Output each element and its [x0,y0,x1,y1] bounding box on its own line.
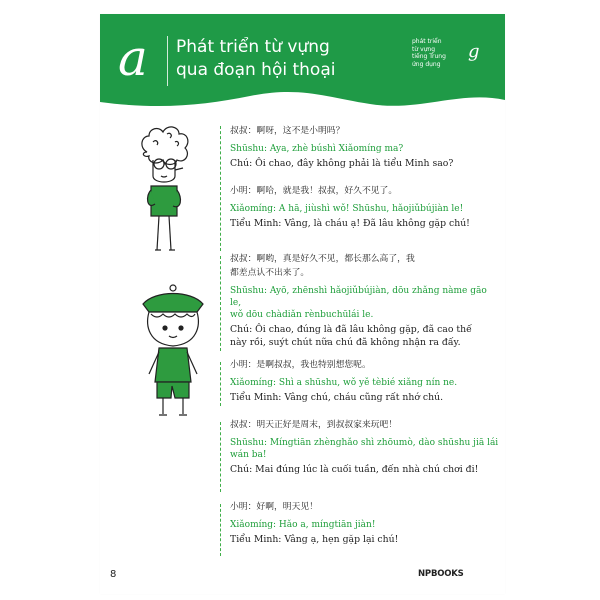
dialogue-block [230,184,500,231]
vietnamese-line [230,324,500,349]
dialogue-divider [220,504,221,556]
vietnamese-line-part: này rồi, suýt chút nữa chú đã không nhận ra đấy. [230,336,461,348]
book-page [100,14,505,594]
chinese-line [230,252,500,280]
chapter-title-line-2: qua đoạn hội thoại [176,60,336,80]
pinyin-line: Xiǎomíng: Hǎo a, míngtiān jiàn! [230,520,376,530]
dialogue-divider [220,362,221,406]
dialogue-block [230,500,500,547]
dialogue-block [230,358,500,405]
publisher-logo: NPBOOKS [418,569,464,579]
vietnamese-line: Tiểu Minh: Vâng chú, cháu cũng rất nhớ chú. [230,392,444,403]
chinese-line: 小明：好啊，明天见！ [230,502,318,512]
pinyin-line [230,437,500,461]
vietnamese-line-part: Chú: Ôi chao, đúng là đã lâu không gặp, đã cao thế [230,324,472,335]
chapter-header [100,14,505,118]
dialogue-divider [220,126,221,251]
header-divider [167,36,168,86]
chinese-line-part: 都差点认不出来了。 [230,268,310,278]
pinyin-line: Xiǎomíng: A hā, jiùshì wǒ! Shūshu, hǎojiǔbújiàn le! [230,204,464,214]
series-badge [410,36,482,80]
chapter-letter: a [118,29,148,87]
page-number: 8 [110,569,117,580]
pinyin-line-part: Shūshu: Ayō, zhēnshì hǎojiǔbújiàn, dōu zhǎng nàme gāo le, [230,286,487,308]
dialogue-block [230,252,500,349]
pinyin-line-part: Shūshu: Míngtiān zhènghǎo shì zhōumò, dào shūshu jiā lái [230,438,499,448]
dialogue-divider [220,422,221,492]
vietnamese-line: Tiểu Minh: Vâng ạ, hẹn gặp lại chú! [230,534,399,545]
pinyin-line-part: wǒ dōu chàdiǎn rènbuchūlái le. [230,310,374,320]
vietnamese-line: Chú: Mai đúng lúc là cuối tuần, đến nhà chú chơi đi! [230,464,479,475]
badge-line-3: tiếng Trung [412,53,446,60]
chinese-line: 小明：是啊叔叔，我也特别想您呢。 [230,360,371,370]
badge-letter: g [468,41,480,62]
dialogue-divider [220,256,221,351]
vietnamese-line: Chú: Ôi chao, đây không phải là tiểu Minh sao? [230,158,454,169]
dialogue-block [230,124,500,171]
pinyin-line: Shūshu: Aya, zhè búshì Xiǎomíng ma? [230,144,404,154]
pinyin-line-part: wán ba! [230,450,267,460]
vietnamese-line: Tiểu Minh: Vâng, là cháu ạ! Đã lâu không gặp chú! [230,218,470,229]
uncle-illustration [135,124,195,264]
pinyin-line: Xiǎomíng: Shì a shūshu, wǒ yě tèbié xiǎng nín ne. [230,378,458,388]
chinese-line-part: 叔叔：啊哟，真是好久不见，都长那么高了，我 [230,254,415,264]
dialogue-block [230,418,500,477]
chinese-line: 叔叔：明天正好是周末，到叔叔家来玩吧！ [230,420,398,430]
xiaoming-illustration [135,282,210,422]
badge-line-1: phát triển [412,38,442,45]
chapter-title [176,36,406,82]
badge-line-4: ứng dụng [412,60,441,68]
chapter-title-line-1: Phát triển từ vựng [176,37,330,57]
chinese-line: 小明：啊哈，就是我！叔叔，好久不见了。 [230,186,398,196]
badge-line-2: từ vựng [412,45,436,53]
chinese-line: 叔叔：啊呀，这不是小明吗？ [230,126,345,136]
pinyin-line [230,285,500,321]
